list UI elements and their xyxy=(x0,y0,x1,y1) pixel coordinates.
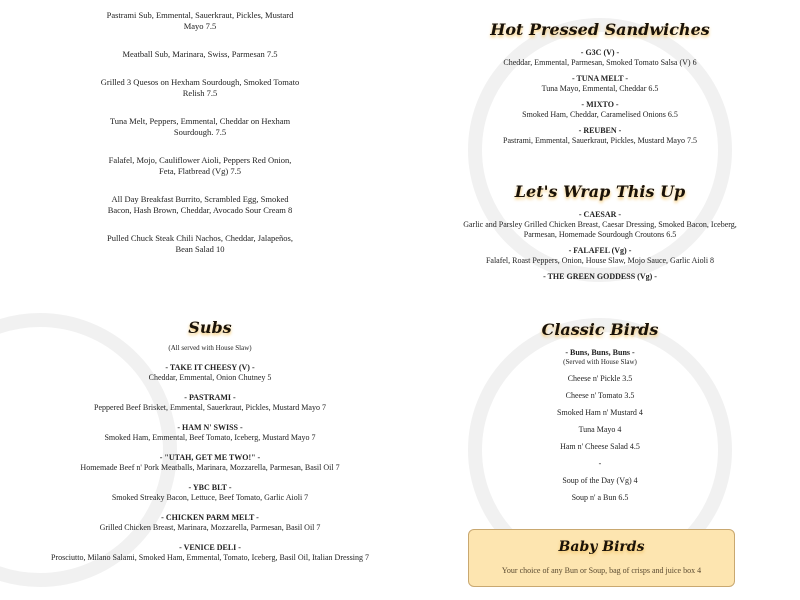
item-name: - MIXTO - xyxy=(581,100,619,109)
item-name: - HAM N' SWISS - xyxy=(177,423,243,432)
item-desc: Pastrami, Emmental, Sauerkraut, Pickles, Mustard Mayo 7.5 xyxy=(503,136,697,145)
menu-item: Soup of the Day (Vg) 4 xyxy=(562,476,638,485)
baby-birds-title: Baby Birds xyxy=(558,539,645,555)
menu-item xyxy=(20,363,400,383)
item-name: - VENICE DELI - xyxy=(179,543,241,552)
item-name: - REUBEN - xyxy=(578,126,622,135)
menu-item xyxy=(460,100,740,120)
item-name: - CHICKEN PARM MELT - xyxy=(161,513,259,522)
wraps-section xyxy=(460,182,740,288)
item-desc: Smoked Ham, Emmental, Beef Tomato, Iceberg, Mustard Mayo 7 xyxy=(104,433,316,442)
item-name: - G3C (V) - xyxy=(580,48,620,57)
menu-item: Ham n' Cheese Salad 4.5 xyxy=(560,442,640,451)
section-title: Hot Pressed Sandwiches xyxy=(490,20,710,39)
item-name: - YBC BLT - xyxy=(188,483,232,492)
menu-item xyxy=(460,126,740,146)
menu-item xyxy=(460,210,740,240)
section-title: Subs xyxy=(188,318,232,337)
item-desc: Homemade Beef n' Pork Meatballs, Marinara, Mozzarella, Parmesan, Basil Oil 7 xyxy=(80,463,340,472)
section-note: (All served with House Slaw) xyxy=(168,344,252,352)
item-name: - TAKE IT CHEESY (V) - xyxy=(165,363,255,372)
item-desc: Cheddar, Emmental, Onion Chutney 5 xyxy=(148,373,272,382)
hot-pressed-section xyxy=(460,20,740,152)
item-name: - TUNA MELT - xyxy=(571,74,629,83)
item-name: - PASTRAMI - xyxy=(184,393,236,402)
classic-heading: - Buns, Buns, Buns - xyxy=(565,348,635,357)
item-desc: Prosciutto, Milano Salami, Smoked Ham, Emmental, Tomato, Iceberg, Basil Oil, Italian Dressing 7 xyxy=(51,553,369,562)
left-top-list xyxy=(100,10,300,272)
item-desc: Smoked Streaky Bacon, Lettuce, Beef Tomato, Garlic Aioli 7 xyxy=(111,493,309,502)
menu-item: Pulled Chuck Steak Chili Nachos, Cheddar, Jalapeños, Bean Salad 10 xyxy=(107,233,293,254)
menu-item: Cheese n' Pickle 3.5 xyxy=(567,374,633,383)
menu-item: All Day Breakfast Burrito, Scrambled Egg, Smoked Bacon, Hash Brown, Cheddar, Avocado Sour Cream 8 xyxy=(107,194,293,215)
menu-item: Tuna Mayo 4 xyxy=(578,425,622,434)
item-desc: Tuna Mayo, Emmental, Cheddar 6.5 xyxy=(541,84,659,93)
section-title: Classic Birds xyxy=(541,320,659,339)
menu-item xyxy=(20,393,400,413)
item-desc: Peppered Beef Brisket, Emmental, Sauerkraut, Pickles, Mustard Mayo 7 xyxy=(94,403,326,412)
item-name: - CAESAR - xyxy=(578,210,622,219)
menu-item xyxy=(20,483,400,503)
menu-item: - xyxy=(598,459,602,468)
menu-item xyxy=(460,48,740,68)
menu-item xyxy=(20,513,400,533)
item-desc: Cheddar, Emmental, Parmesan, Smoked Tomato Salsa (V) 6 xyxy=(503,58,697,67)
item-desc: Falafel, Roast Peppers, Onion, House Slaw, Mojo Sauce, Garlic Aioli 8 xyxy=(485,256,715,265)
classic-note: (Served with House Slaw) xyxy=(563,358,637,366)
menu-item: Pastrami Sub, Emmental, Sauerkraut, Pickles, Mustard Mayo 7.5 xyxy=(106,10,294,31)
item-desc: Garlic and Parsley Grilled Chicken Breast, Caesar Dressing, Smoked Bacon, Iceberg, Parmesan, Homemade Sourdough Croutons 6.5 xyxy=(463,220,737,239)
section-title: Let's Wrap This Up xyxy=(514,182,686,201)
baby-birds-box xyxy=(468,529,735,587)
menu-item: Tuna Melt, Peppers, Emmental, Cheddar on Hexham Sourdough. 7.5 xyxy=(109,116,291,137)
item-name: - THE GREEN GODDESS (Vg) - xyxy=(543,272,657,281)
baby-birds-desc: Your choice of any Bun or Soup, bag of crisps and juice box 4 xyxy=(501,566,702,575)
menu-item: Smoked Ham n' Mustard 4 xyxy=(557,408,643,417)
item-desc: Grilled Chicken Breast, Marinara, Mozzarella, Parmesan, Basil Oil 7 xyxy=(99,523,321,532)
menu-item xyxy=(20,543,400,563)
menu-item xyxy=(20,453,400,473)
subs-section xyxy=(20,318,400,573)
item-desc: Smoked Ham, Cheddar, Caramelised Onions 6.5 xyxy=(522,110,678,119)
menu-item: Falafel, Mojo, Cauliflower Aioli, Peppers Red Onion, Feta, Flatbread (Vg) 7.5 xyxy=(108,155,292,176)
menu-item: Meatball Sub, Marinara, Swiss, Parmesan 7.5 xyxy=(122,49,278,59)
menu-item xyxy=(460,74,740,94)
menu-item: Soup n' a Bun 6.5 xyxy=(571,493,629,502)
menu-item: Cheese n' Tomato 3.5 xyxy=(565,391,635,400)
item-name: - FALAFEL (Vg) - xyxy=(568,246,632,255)
menu-item: Grilled 3 Quesos on Hexham Sourdough, Smoked Tomato Relish 7.5 xyxy=(100,77,300,98)
classic-birds-section xyxy=(500,320,700,510)
menu-item xyxy=(460,246,740,266)
menu-item xyxy=(460,272,740,282)
item-name: - "UTAH, GET ME TWO!" - xyxy=(159,453,261,462)
menu-item xyxy=(20,423,400,443)
